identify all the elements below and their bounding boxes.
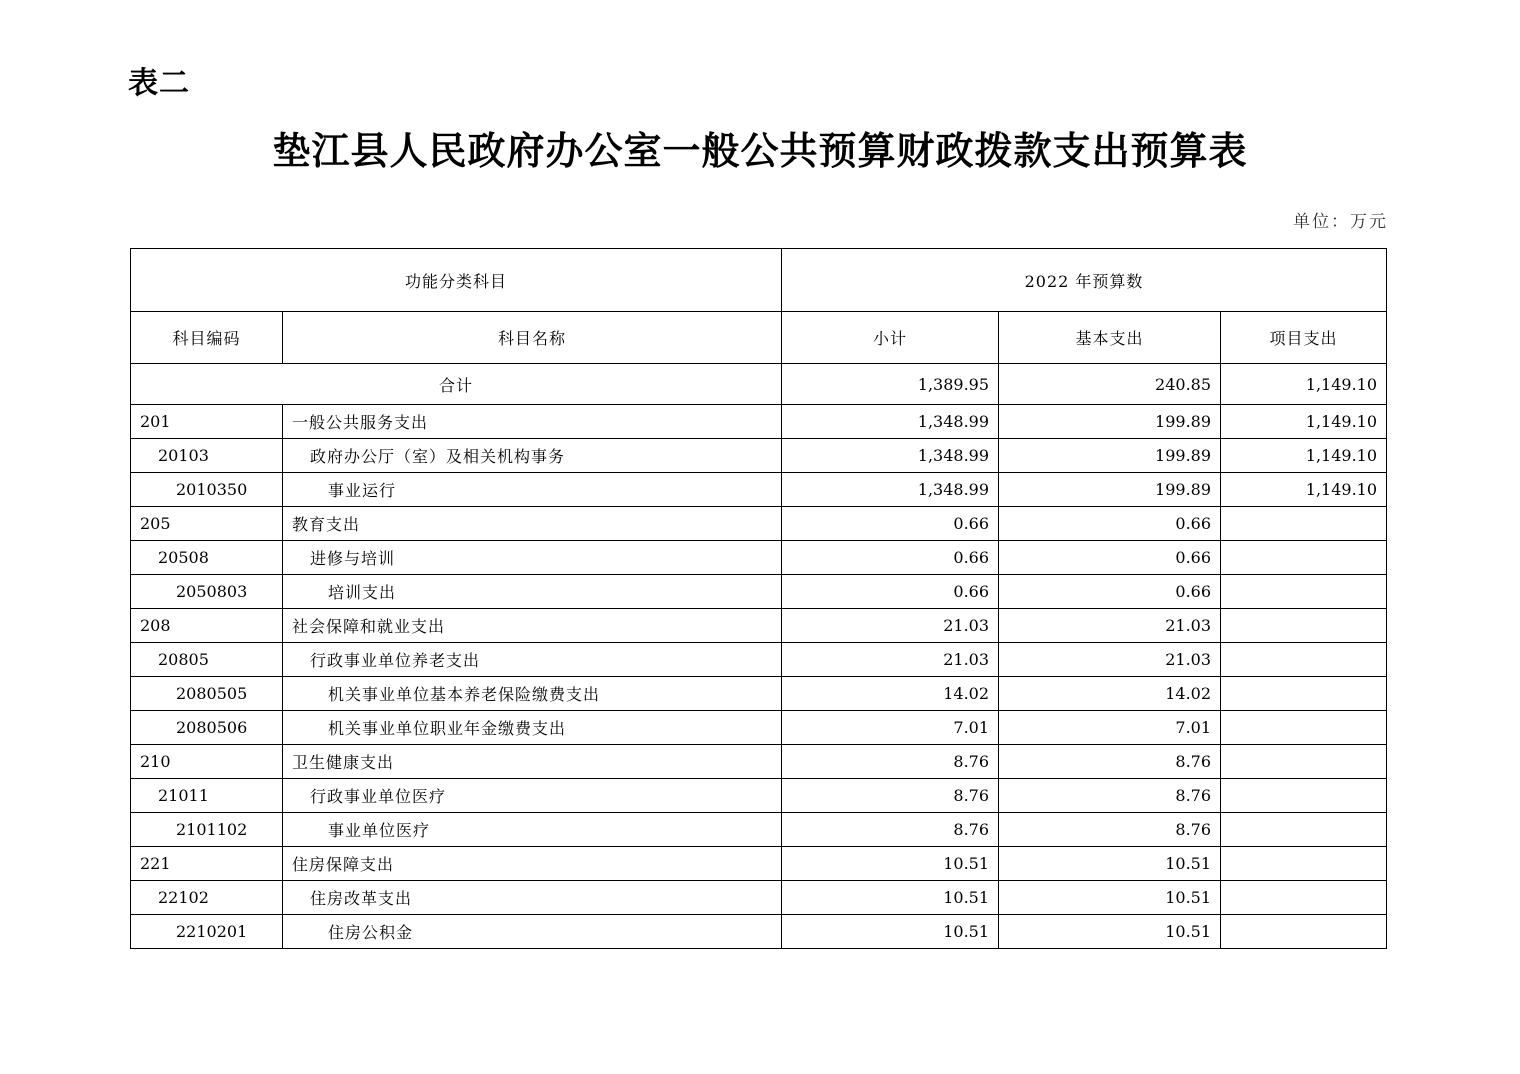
table-row <box>131 609 1387 643</box>
table-row <box>131 881 1387 915</box>
project-expense-cell <box>1221 745 1387 779</box>
unit-label: 单位：万元 <box>1293 212 1388 232</box>
total-project: 1,149.10 <box>1221 364 1387 405</box>
project-expense-cell <box>1221 915 1387 949</box>
project-expense-cell: 1,149.10 <box>1221 473 1387 507</box>
table-row <box>131 575 1387 609</box>
subtotal-cell: 1,348.99 <box>782 473 999 507</box>
subject-name-cell: 机关事业单位职业年金缴费支出 <box>283 711 782 745</box>
project-expense-cell <box>1221 609 1387 643</box>
subject-code-cell: 205 <box>131 507 283 541</box>
total-label: 合计 <box>131 364 782 405</box>
project-expense-cell <box>1221 779 1387 813</box>
subject-name-cell: 机关事业单位基本养老保险缴费支出 <box>283 677 782 711</box>
table-row <box>131 473 1387 507</box>
table-row <box>131 711 1387 745</box>
name-column-header: 科目名称 <box>283 312 782 364</box>
page-title: 垫江县人民政府办公室一般公共预算财政拨款支出预算表 <box>272 128 1248 173</box>
project-expense-cell <box>1221 813 1387 847</box>
table-row <box>131 439 1387 473</box>
basic-expense-cell: 21.03 <box>999 643 1221 677</box>
basic-expense-cell: 199.89 <box>999 439 1221 473</box>
subject-code-cell: 20508 <box>131 541 283 575</box>
subject-code-cell: 22102 <box>131 881 283 915</box>
subject-code-cell: 20103 <box>131 439 283 473</box>
code-column-header: 科目编码 <box>131 312 283 364</box>
table-row <box>131 813 1387 847</box>
basic-expense-cell: 8.76 <box>999 745 1221 779</box>
subject-code-cell: 221 <box>131 847 283 881</box>
basic-expense-cell: 7.01 <box>999 711 1221 745</box>
basic-expense-cell: 0.66 <box>999 541 1221 575</box>
project-expense-cell <box>1221 677 1387 711</box>
subtotal-cell: 1,348.99 <box>782 439 999 473</box>
subject-name-cell: 一般公共服务支出 <box>283 405 782 439</box>
subtotal-cell: 0.66 <box>782 541 999 575</box>
subtotal-cell: 1,348.99 <box>782 405 999 439</box>
basic-expense-cell: 21.03 <box>999 609 1221 643</box>
table-row <box>131 541 1387 575</box>
project-expense-cell <box>1221 711 1387 745</box>
project-expense-cell: 1,149.10 <box>1221 439 1387 473</box>
subject-code-cell: 2080505 <box>131 677 283 711</box>
subject-code-cell: 2010350 <box>131 473 283 507</box>
subject-code-cell: 2210201 <box>131 915 283 949</box>
subtotal-cell: 10.51 <box>782 915 999 949</box>
basic-expense-cell: 199.89 <box>999 473 1221 507</box>
basic-expense-cell: 8.76 <box>999 813 1221 847</box>
subject-code-cell: 2101102 <box>131 813 283 847</box>
subtotal-cell: 0.66 <box>782 575 999 609</box>
subject-name-cell: 住房改革支出 <box>283 881 782 915</box>
subtotal-cell: 10.51 <box>782 881 999 915</box>
subject-name-cell: 住房保障支出 <box>283 847 782 881</box>
subject-name-cell: 政府办公厅（室）及相关机构事务 <box>283 439 782 473</box>
subject-name-cell: 行政事业单位医疗 <box>283 779 782 813</box>
project-expense-cell <box>1221 847 1387 881</box>
table-row <box>131 643 1387 677</box>
basic-expense-cell: 8.76 <box>999 779 1221 813</box>
project-expense-cell <box>1221 643 1387 677</box>
subtotal-cell: 0.66 <box>782 507 999 541</box>
subject-code-cell: 2080506 <box>131 711 283 745</box>
subject-name-cell: 培训支出 <box>283 575 782 609</box>
total-basic: 240.85 <box>999 364 1221 405</box>
basic-expense-cell: 14.02 <box>999 677 1221 711</box>
subject-name-cell: 住房公积金 <box>283 915 782 949</box>
table-row <box>131 405 1387 439</box>
basic-expense-cell: 0.66 <box>999 507 1221 541</box>
project-expense-cell <box>1221 541 1387 575</box>
subject-name-cell: 行政事业单位养老支出 <box>283 643 782 677</box>
subject-name-cell: 事业单位医疗 <box>283 813 782 847</box>
project-column-header: 项目支出 <box>1221 312 1387 364</box>
table-row <box>131 915 1387 949</box>
subtotal-cell: 7.01 <box>782 711 999 745</box>
table-row <box>131 847 1387 881</box>
subject-code-cell: 21011 <box>131 779 283 813</box>
subject-code-cell: 20805 <box>131 643 283 677</box>
project-expense-cell: 1,149.10 <box>1221 405 1387 439</box>
table-row <box>131 677 1387 711</box>
subtotal-cell: 8.76 <box>782 745 999 779</box>
subject-code-cell: 208 <box>131 609 283 643</box>
budget-year-header: 2022 年预算数 <box>782 249 1387 312</box>
project-expense-cell <box>1221 575 1387 609</box>
total-subtotal: 1,389.95 <box>782 364 999 405</box>
group-header-row <box>131 249 1387 312</box>
subject-name-cell: 进修与培训 <box>283 541 782 575</box>
subtotal-cell: 8.76 <box>782 779 999 813</box>
table-number-label: 表二 <box>128 66 190 101</box>
functional-category-header: 功能分类科目 <box>131 249 782 312</box>
table-row <box>131 507 1387 541</box>
subject-code-cell: 2050803 <box>131 575 283 609</box>
subject-code-cell: 201 <box>131 405 283 439</box>
basic-expense-cell: 10.51 <box>999 881 1221 915</box>
budget-table <box>130 248 1387 949</box>
project-expense-cell <box>1221 881 1387 915</box>
subject-name-cell: 教育支出 <box>283 507 782 541</box>
table-row <box>131 745 1387 779</box>
subtotal-cell: 21.03 <box>782 643 999 677</box>
total-row <box>131 364 1387 405</box>
basic-expense-cell: 199.89 <box>999 405 1221 439</box>
subtotal-cell: 10.51 <box>782 847 999 881</box>
basic-expense-cell: 0.66 <box>999 575 1221 609</box>
basic-column-header: 基本支出 <box>999 312 1221 364</box>
subtotal-cell: 14.02 <box>782 677 999 711</box>
subject-name-cell: 社会保障和就业支出 <box>283 609 782 643</box>
basic-expense-cell: 10.51 <box>999 915 1221 949</box>
project-expense-cell <box>1221 507 1387 541</box>
subject-code-cell: 210 <box>131 745 283 779</box>
column-header-row <box>131 312 1387 364</box>
table-row <box>131 779 1387 813</box>
subtotal-column-header: 小计 <box>782 312 999 364</box>
subject-name-cell: 事业运行 <box>283 473 782 507</box>
basic-expense-cell: 10.51 <box>999 847 1221 881</box>
subtotal-cell: 8.76 <box>782 813 999 847</box>
subject-name-cell: 卫生健康支出 <box>283 745 782 779</box>
subtotal-cell: 21.03 <box>782 609 999 643</box>
